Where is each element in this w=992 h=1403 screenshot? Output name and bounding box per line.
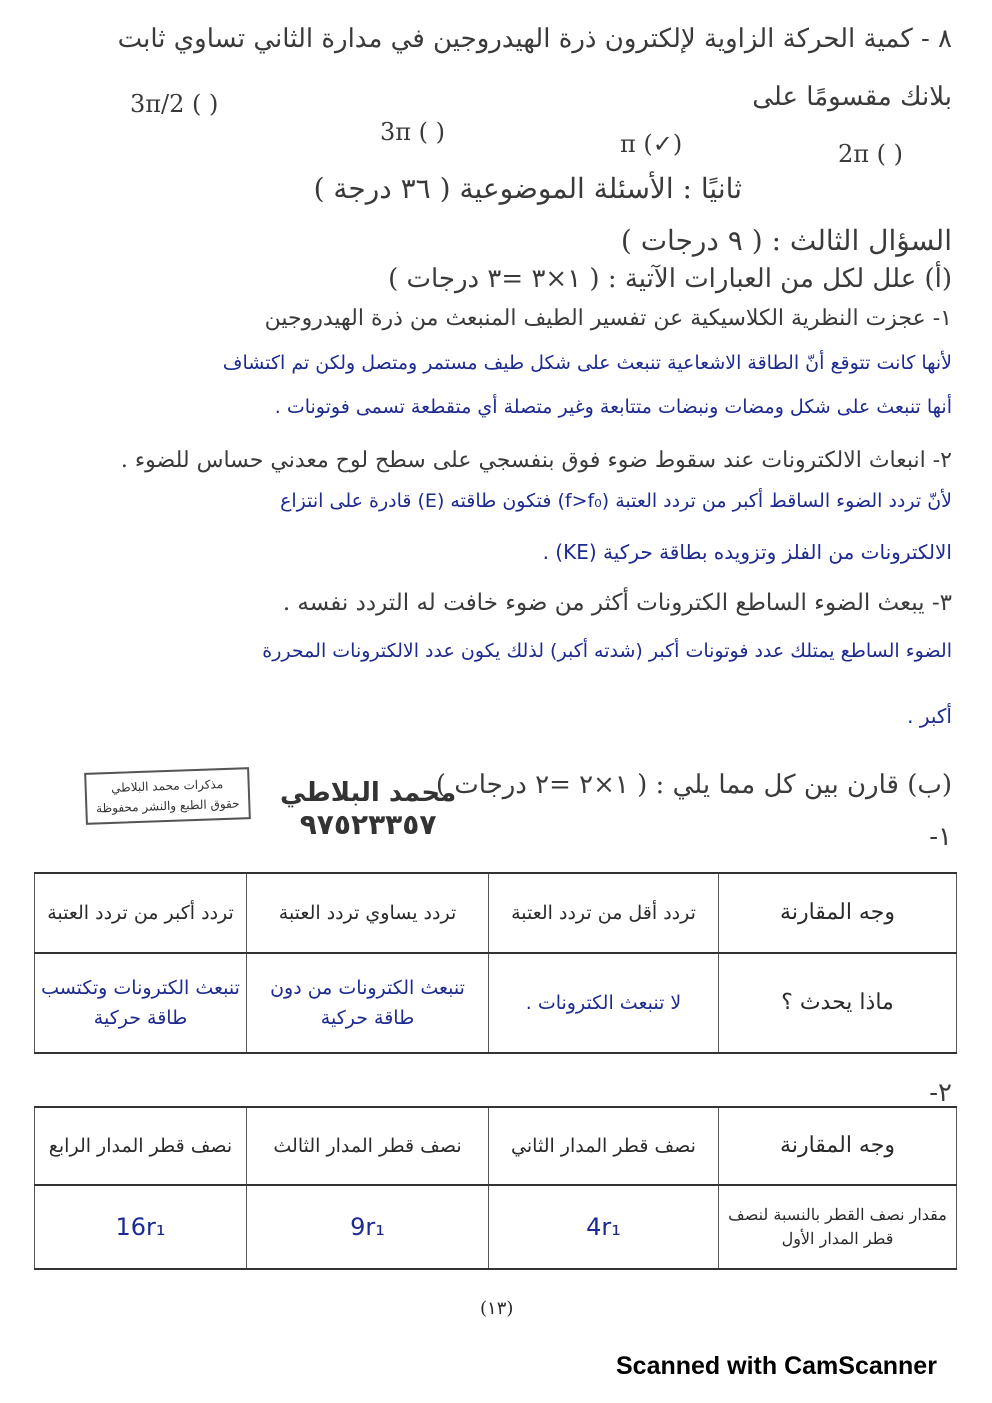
table1-row (35, 953, 957, 1053)
table2-cell-orbit4: 16r₁ (35, 1185, 247, 1269)
table2-cell-orbit2: 4r₁ (489, 1185, 719, 1269)
table1-cell-above: تنبعث الكترونات وتكتسب طاقة حركية (35, 953, 247, 1053)
author-name: محمد البلاطي (280, 778, 457, 808)
table2-header-orbit2: نصف قطر المدار الثاني (489, 1107, 719, 1185)
part-b-header: (ب) قارن بين كل مما يلي : ( ١×٢ =٢ درجات ) (435, 770, 952, 800)
table1-header-aspect: وجه المقارنة (719, 873, 957, 953)
table2-row-label: مقدار نصف القطر بالنسبة لنصف قطر المدار الأول (719, 1185, 957, 1269)
publisher-stamp (84, 767, 251, 825)
item1-answer-line2: أنها تنبعث على شكل ومضات ونبضات متتابعة وغير متصلة أي متقطعة تسمى فوتونات . (274, 396, 952, 418)
q8-option-b: 3π ( ) (380, 118, 446, 146)
q8-option-c: π (✓) (620, 130, 683, 158)
item2-question: ٢- انبعاث الالكترونات عند سقوط ضوء فوق بنفسجي على سطح لوح معدني حساس للضوء . (120, 448, 952, 473)
table1-header-row (35, 873, 957, 953)
comparison-table-2 (34, 1106, 957, 1270)
page-number: (١٣) (480, 1298, 514, 1319)
q8-line2: بلانك مقسومًا على (752, 82, 952, 112)
part-b-label1: ١- (929, 822, 952, 852)
part-a-header: (أ) علل لكل من العبارات الآتية : ( ١×٣ =٣ درجات ) (388, 264, 952, 294)
table1-header-below: تردد أقل من تردد العتبة (489, 873, 719, 953)
table2-header-aspect: وجه المقارنة (719, 1107, 957, 1185)
author-signature (280, 778, 456, 841)
table1-header-above: تردد أكبر من تردد العتبة (35, 873, 247, 953)
table2-header-orbit4: نصف قطر المدار الرابع (35, 1107, 247, 1185)
author-phone: ٩٧٥٢٣٣٥٧ (299, 808, 437, 841)
stamp-line1: مذكرات محمد البلاطي (110, 777, 224, 795)
comparison-table-1 (34, 872, 957, 1054)
table1-header-equal: تردد يساوي تردد العتبة (247, 873, 489, 953)
item2-answer-line1: لأنّ تردد الضوء الساقط أكبر من تردد العتبة (f>f₀) فتكون طاقته (E) قادرة على انتزاع (280, 490, 952, 512)
table2-header-orbit3: نصف قطر المدار الثالث (247, 1107, 489, 1185)
q8-line1: ٨ - كمية الحركة الزاوية لإلكترون ذرة الهيدروجين في مدارة الثاني تساوي ثابت (117, 24, 952, 54)
table2-row (35, 1185, 957, 1269)
item1-question: ١- عجزت النظرية الكلاسيكية عن تفسير الطيف المنبعث من ذرة الهيدروجين (264, 306, 952, 331)
table2-cell-orbit3: 9r₁ (247, 1185, 489, 1269)
table1-cell-below: لا تنبعث الكترونات . (489, 953, 719, 1053)
table1-row-label: ماذا يحدث ؟ (719, 953, 957, 1053)
item3-answer-line2: أكبر . (907, 704, 952, 728)
item3-question: ٣- يبعث الضوء الساطع الكترونات أكثر من ضوء خافت له التردد نفسه . (282, 590, 952, 616)
question3-title: السؤال الثالث : ( ٩ درجات ) (620, 224, 952, 257)
camscanner-watermark: Scanned with CamScanner (616, 1352, 937, 1380)
q8-option-a: 3π/2 ( ) (130, 90, 219, 118)
table2-header-row (35, 1107, 957, 1185)
table1-cell-equal: تنبعث الكترونات من دون طاقة حركية (247, 953, 489, 1053)
item1-answer-line1: لأنها كانت تتوقع أنّ الطاقة الاشعاعية تنبعث على شكل طيف مستمر ومتصل ولكن تم اكتشاف (222, 352, 952, 374)
part-b-label2: ٢- (929, 1078, 952, 1108)
item2-answer-line2: الالكترونات من الفلز وتزويده بطاقة حركية (KE) . (542, 540, 952, 564)
q8-option-d: 2π ( ) (838, 140, 904, 168)
item3-answer-line1: الضوء الساطع يمتلك عدد فوتونات أكبر (شدته أكبر) لذلك يكون عدد الالكترونات المحررة (262, 640, 952, 662)
section-title: ثانيًا : الأسئلة الموضوعية ( ٣٦ درجة ) (313, 172, 742, 205)
stamp-line2: حقوق الطبع والنشر محفوظة (95, 796, 240, 816)
